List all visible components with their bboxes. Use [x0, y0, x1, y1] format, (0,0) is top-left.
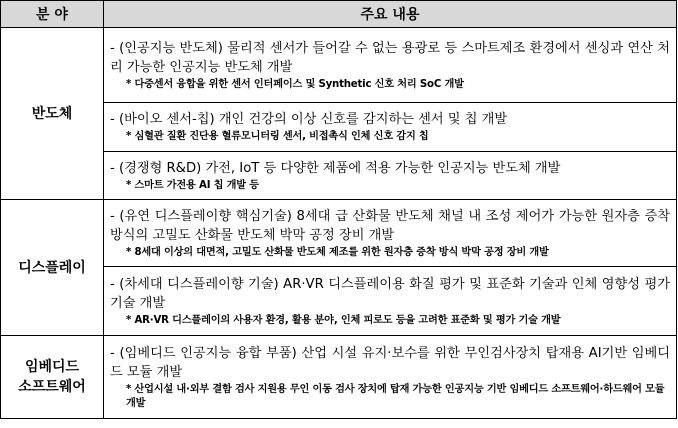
item-text: - (바이오 센서-칩) 개인 건강의 이상 신호를 감지하는 센서 및 칩 개발 [110, 112, 508, 127]
item-note: * AR·VR 디스플레이의 사용자 환경, 활용 분야, 인체 피로도 등을 고려한 표준화 및 평가 기술 개발 [126, 314, 561, 326]
header-content: 주요 내용 [104, 1, 677, 28]
category-cell [1, 200, 104, 336]
table-header-row [1, 1, 677, 28]
item-cell [104, 200, 677, 267]
table-row [1, 200, 677, 267]
item-note: * 다중센서 융합을 위한 센서 인터페이스 및 Synthetic 신호 처리 SoC 개발 [126, 78, 464, 90]
item-text: - (임베디드 인공지능 융합 부품) 산업 시설 유지·보수를 위한 무인검사장치 탑재용 AI기반 임베디드 모듈 개발 [110, 345, 670, 380]
header-field: 분 야 [1, 1, 104, 28]
category-cell [1, 28, 104, 200]
item-cell [104, 152, 677, 200]
item-text: - (경쟁형 R&D) 가전, IoT 등 다양한 제품에 적용 가능한 인공지능 반도체 개발 [110, 160, 561, 176]
item-note: * 스마트 가전용 AI 칩 개발 등 [126, 179, 259, 191]
item-text: - (차세대 디스플레이향 기술) AR·VR 디스플레이용 화질 평가 및 표준화 기술과 인체 영향성 평가 기술 개발 [110, 276, 670, 311]
item-note: * 산업시설 내·외부 결함 검사 지원용 무인 이동 검사 장치에 탑재 가능한 인공지능 기반 임베디드 소프트웨어·하드웨어 모듈 개발 [126, 383, 665, 409]
table-row [1, 28, 677, 103]
item-cell [104, 103, 677, 152]
item-text: - (인공지능 반도체) 물리적 센서가 들어갈 수 없는 용광로 등 스마트제조 환경에서 센싱과 연산 처리 가능한 인공지능 반도체 개발 [110, 40, 670, 75]
item-text: - (유연 디스플레이향 핵심기술) 8세대 급 산화물 반도체 채널 내 조성 제어가 가능한 원자층 증착 방식의 고밀도 산화물 반도체 박막 공정 장비 개발 [110, 208, 670, 243]
item-cell [104, 267, 677, 336]
category-cell [1, 336, 104, 419]
item-cell [104, 336, 677, 419]
category-label-line-2: 소프트웨어 [18, 379, 86, 395]
category-label: 반도체 [31, 105, 73, 122]
category-label-line-1: 임베디드 [24, 359, 80, 375]
item-note: * 심혈관 질환 진단용 혈류모니터링 센서, 비접촉식 인체 신호 감지 칩 [126, 131, 429, 142]
item-cell [104, 28, 677, 103]
table-row [1, 336, 677, 419]
item-note: * 8세대 이상의 대면적, 고밀도 산화물 반도체 제조를 위한 원자층 증착 방식 박막 공정 장비 개발 [126, 246, 549, 258]
category-label: 디스플레이 [18, 259, 86, 276]
